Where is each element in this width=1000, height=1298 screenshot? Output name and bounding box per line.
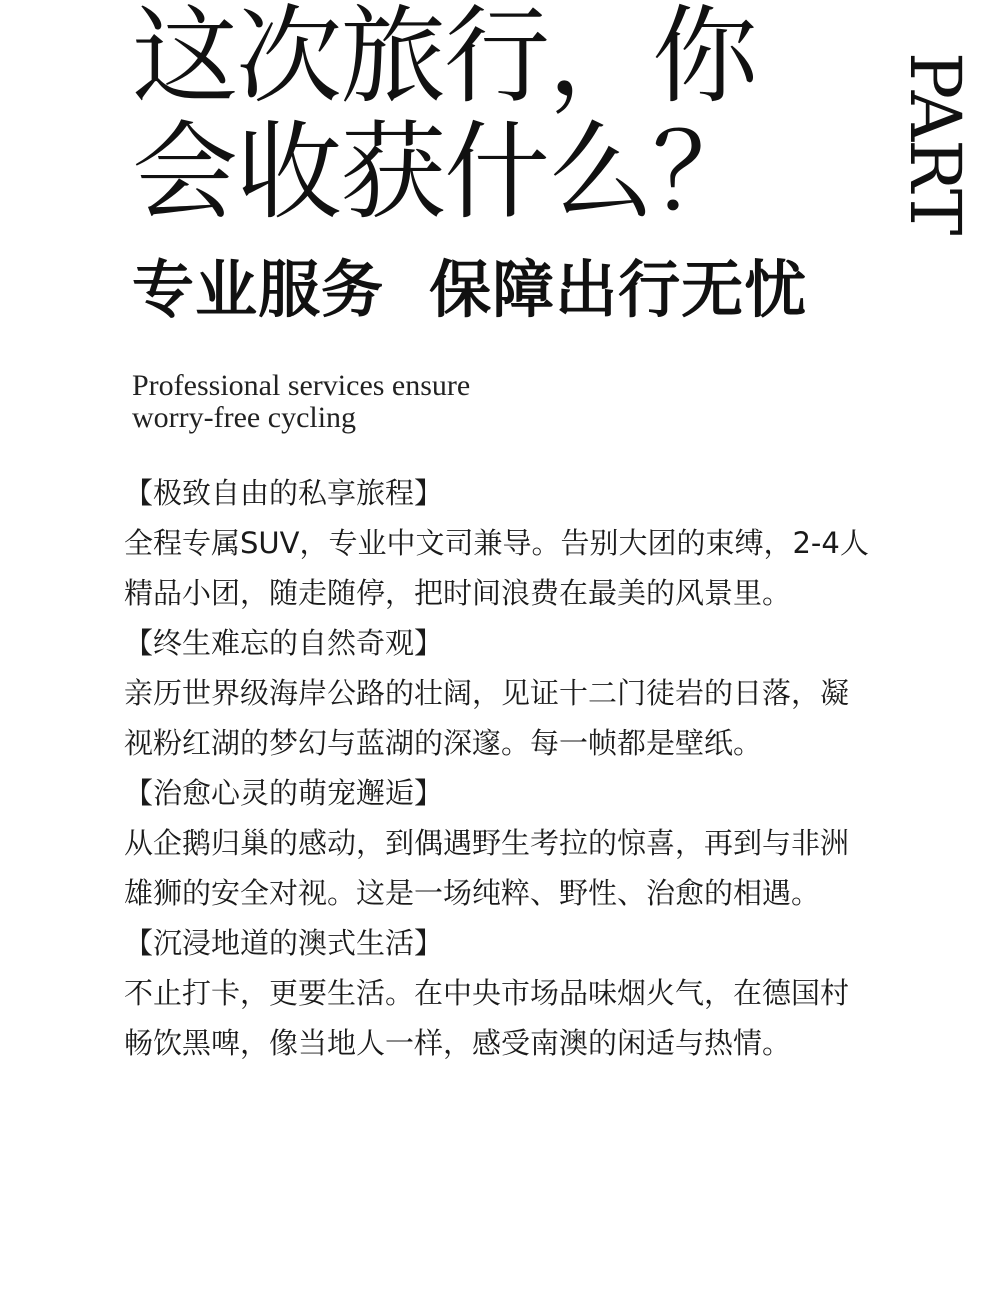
chinese-subtitle: 专业服务 保障出行无忧 — [132, 253, 808, 326]
english-subtitle-line-2: worry-free cycling — [132, 401, 357, 434]
feature-section-private-journey — [124, 468, 876, 618]
english-subtitle — [132, 370, 470, 434]
section-heading: 【沉浸地道的澳式生活】 — [124, 926, 444, 960]
page-title-line-1: 这次旅行，你 — [132, 0, 756, 118]
section-body: 从企鹅归巢的感动，到偶遇野生考拉的惊喜，再到与非洲雄狮的安全对视。这是一场纯粹、野性、治愈的相遇。 — [124, 826, 850, 910]
feature-section-wildlife-encounters — [124, 768, 876, 918]
english-subtitle-line-1: Professional services ensure — [132, 369, 471, 402]
section-heading: 【终生难忘的自然奇观】 — [124, 626, 444, 660]
section-body: 不止打卡，更要生活。在中央市场品味烟火气，在德国村畅饮黑啤，像当地人一样，感受南澳的闲适与热情。 — [124, 976, 850, 1060]
part-side-label: PART — [894, 52, 976, 234]
feature-section-local-lifestyle — [124, 918, 876, 1068]
feature-sections — [124, 468, 876, 1068]
section-body: 全程专属SUV，专业中文司兼导。告别大团的束缚，2-4人精品小团，随走随停，把时间浪费在最美的风景里。 — [124, 526, 869, 610]
section-body: 亲历世界级海岸公路的壮阔，见证十二门徒岩的日落，凝视粉红湖的梦幻与蓝湖的深邃。每一帧都是壁纸。 — [124, 676, 850, 760]
section-heading: 【极致自由的私享旅程】 — [124, 476, 444, 510]
section-heading: 【治愈心灵的萌宠邂逅】 — [124, 776, 444, 810]
page-title-line-2: 会收获什么？ — [132, 111, 756, 234]
feature-section-natural-wonders — [124, 618, 876, 768]
